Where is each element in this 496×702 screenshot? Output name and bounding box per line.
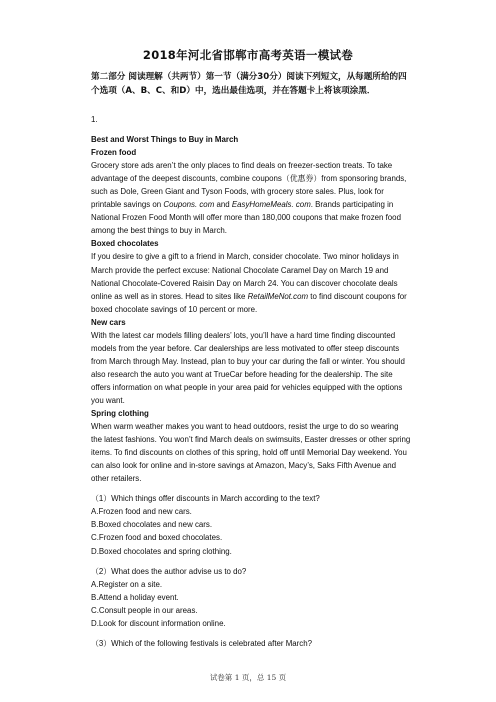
- section-text-boxed-chocolates: If you desire to give a gift to a friend in March, consider chocolate. Two minor holidays in March provide the perfect excuse: National Chocolate Caramel Day on March 19 and National Chocolate-Covered Raisin Day on March 24. You can discover chocolate deals online as well as in stores. Head to sites like RetailMeNot.com to find discount coupons for boxed chocolate savings of 10 percent or more.: [91, 252, 407, 314]
- option-1a[interactable]: A.Frozen food and new cars.: [91, 507, 192, 517]
- section-heading-frozen-food: Frozen food: [91, 148, 137, 158]
- section-text-frozen-food: Grocery store ads aren’t the only places to find deals on freezer-section treats. To take advantage of the deepest discounts, combine coupons（优惠券）from sponsoring brands, such as Dole, Green Giant and Tyson Foods, with grocery store sales. Plus, look for printable savings on Coupons. com and EasyHomeMeals. com. Brands participating in National Frozen Food Month will offer more than 180,000 coupons that make frozen food among the best things to buy in March.: [91, 161, 407, 236]
- section-heading-new-cars: New cars: [91, 317, 126, 327]
- option-2b[interactable]: B.Attend a holiday event.: [91, 592, 179, 602]
- question-body: [91, 113, 411, 650]
- option-1b[interactable]: B.Boxed chocolates and new cars.: [91, 520, 213, 530]
- article-heading: Best and Worst Things to Buy in March: [91, 135, 239, 145]
- section-instructions: 第二部分 阅读理解（共两节）第一节（满分30分）阅读下列短文，从每题所给的四个选项（A、B、C、和D）中，选出最佳选项，并在答题卡上将该项涂黑．: [91, 72, 407, 96]
- option-1c[interactable]: C.Frozen food and boxed chocolates.: [91, 533, 223, 543]
- question-stem-2: （2）What does the author advise us to do?: [91, 566, 247, 576]
- section-text-new-cars: With the latest car models filling dealers’ lots, you’ll have a hard time finding discounted models from the year before. Car dealerships are less motivated to offer steep discounts from March through May. Instead, plan to buy your car during the fall or winter. You should also research the auto you want at TrueCar before heading for the dealership. The site offers information on what people in your area paid for vehicles equipped with the options you want.: [91, 330, 405, 405]
- section-heading-boxed-chocolates: Boxed chocolates: [91, 239, 159, 249]
- page-title: 2018年河北省邯郸市高考英语一模试卷: [142, 48, 354, 62]
- option-2a[interactable]: A.Register on a site.: [91, 579, 163, 589]
- option-2c[interactable]: C.Consult people in our areas.: [91, 605, 198, 615]
- question-stem-3: （3）Which of the following festivals is celebrated after March?: [91, 638, 313, 648]
- option-1d[interactable]: D.Boxed chocolates and spring clothing.: [91, 546, 232, 556]
- option-2d[interactable]: D.Look for discount information online.: [91, 618, 226, 628]
- question-number: 1.: [91, 115, 98, 124]
- question-stem-1: （1）Which things offer discounts in March according to the text?: [91, 494, 320, 504]
- section-text-spring-clothing: When warm weather makes you want to head outdoors, resist the urge to do so wearing the latest fashions. You won’t find March deals on swimsuits, Easter dresses or other spring items. To find discounts on clothes of this spring, hold off until Memorial Day weekend. You can also look for online and in-store savings at Amazon, Macy’s, Saks Fifth Avenue and other retailers.: [91, 422, 411, 484]
- section-heading-spring-clothing: Spring clothing: [91, 409, 149, 419]
- page-footer: 试卷第 1 页，总 15 页: [209, 673, 287, 682]
